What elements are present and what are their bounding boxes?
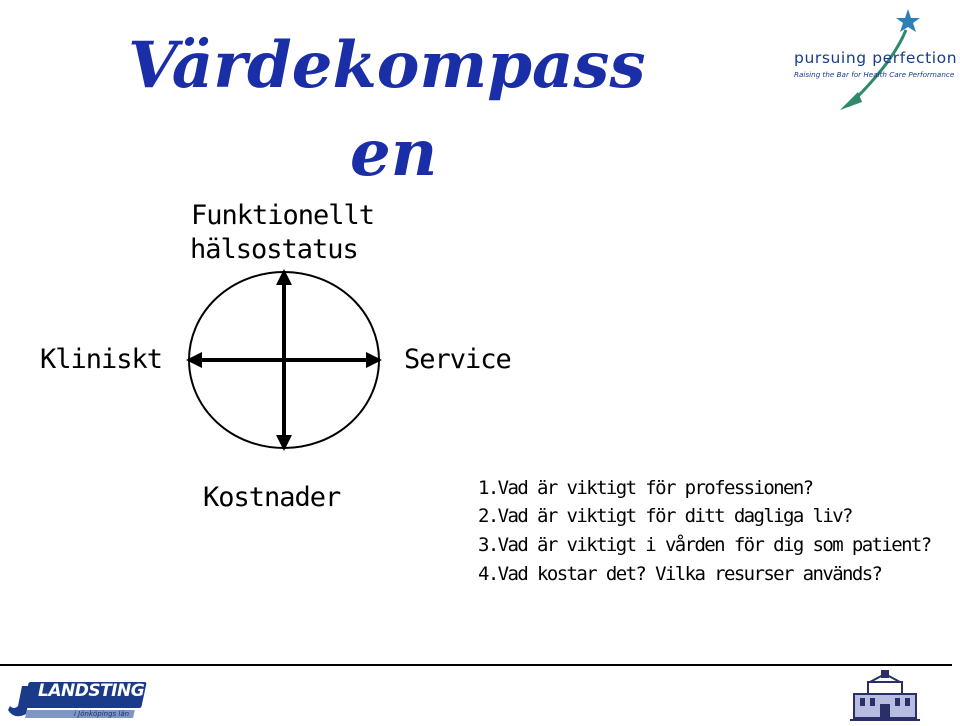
pursuing-perfection-logo [780, 6, 958, 116]
compass-diagram [180, 265, 390, 455]
footer-divider [0, 664, 952, 666]
compass-north-label-line1: Funktionellt [191, 200, 375, 231]
question-2: 2.Vad är viktigt för ditt dagliga liv? [478, 505, 852, 527]
compass-north-label-line2: hälsostatus [190, 234, 358, 265]
compass-south-label: Kostnader [203, 482, 341, 513]
logo-tagline: Raising the Bar for Health Care Performance [794, 70, 955, 79]
landstinget-logo [4, 676, 167, 722]
logo-name: pursuing perfection [794, 49, 958, 67]
page-title-continuation: en [350, 116, 438, 191]
question-1: 1.Vad är viktigt för professionen? [478, 477, 813, 499]
compass-west-label: Kliniskt [40, 344, 163, 375]
building-emblem-icon [848, 668, 922, 724]
question-3: 3.Vad är viktigt i vården för dig som patient? [478, 534, 931, 556]
question-4: 4.Vad kostar det? Vilka resurser används? [478, 563, 882, 585]
compass-east-label: Service [404, 344, 511, 375]
landstinget-sub: i Jönköpings län [74, 710, 130, 718]
landstinget-name: LANDSTINGET [38, 681, 167, 701]
page-title: Värdekompass [128, 28, 646, 103]
